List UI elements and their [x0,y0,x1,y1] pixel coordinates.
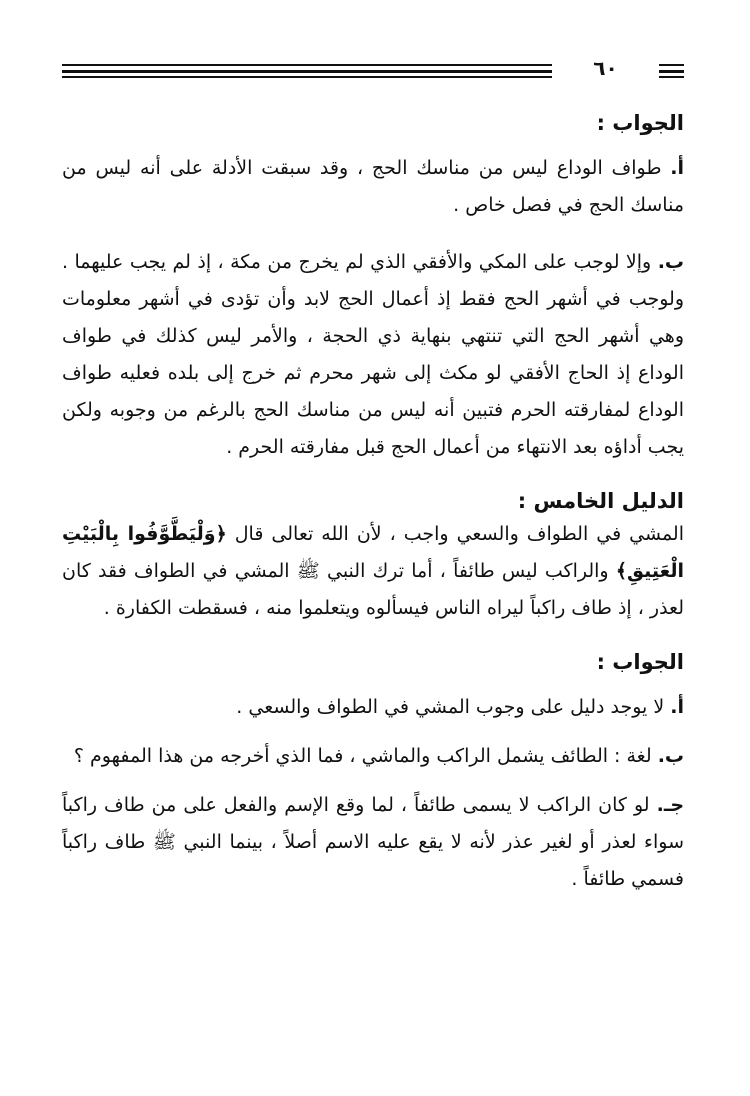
quran-verse: ﴿وَلْيَطَّوَّفُوا بِالْبَيْتِ الْعَتِيقِ﴾ [62,523,684,582]
point-text: طواف الوداع ليس من مناسك الحج ، وقد سبقت الأدلة على أنه ليس من مناسك الحج في فصل خاص . [62,157,684,216]
answer-point-b [62,738,684,775]
point-text: لا يوجد دليل على وجوب المشي في الطواف والسعي . [236,696,665,718]
answer-heading: الجواب : [596,650,684,674]
answer-point-a [62,150,684,224]
header-rule [62,70,552,73]
answer-point-c [62,787,684,898]
header-rule [659,70,684,73]
point-text: وإلا لوجب على المكي والأفقي الذي لم يخرج من مكة ، إذ لم يجب عليهما . ولوجب في أشهر الحج فقط إذ أعمال الحج لابد وأن تؤدى في أشهر معلومات وهي أشهر الحج التي تنتهي بنهاية ذي الحجة ، والأمر ليس كذلك في طواف الوداع إذ الحاج الأفقي لو مكث إلى شهر محرم ثم خرج إلى بلده فعليه طواف الوداع لمفارقته الحرم فتبين أنه ليس من مناسك الحج بالرغم من وجوبه ولكن يجب أداؤه بعد الانتهاء من أعمال الحج قبل مفارقته الحرم . [62,251,684,458]
evidence-paragraph [62,516,684,627]
answer-point-b [62,244,684,466]
point-label: أ. [670,157,684,179]
evidence-text: المشي في الطواف والسعي واجب ، لأن الله تعالى قال [234,523,684,545]
point-label: ب. [657,745,684,767]
header-rule [62,64,552,66]
evidence-text: والراكب ليس طائفاً ، أما ترك النبي ﷺ المشي في الطواف فقد كان لعذر ، إذ طاف راكباً ليراه الناس فيسألوه ويتعلموا منه ، فسقطت الكفارة . [62,560,684,619]
header-rule [659,64,684,66]
header-rule [62,76,552,78]
point-text: لو كان الراكب لا يسمى طائفاً ، لما وقع الإسم والفعل على من طاف راكباً سواء لعذر أو لغير عذر لأنه لا يقع عليه الاسم أصلاً ، بينما النبي ﷺ طاف راكباً فسمي طائفاً . [62,794,684,890]
header-rule [659,76,684,78]
answer-point-a [62,689,684,726]
point-label: ب. [657,251,684,273]
evidence-heading: الدليل الخامس : [517,489,684,513]
answer-heading: الجواب : [596,111,684,135]
page-number: ٦٠ [593,56,618,80]
point-label: جـ. [656,794,685,816]
point-label: أ. [670,696,684,718]
page-header [62,58,684,82]
point-text: لغة : الطائف يشمل الراكب والماشي ، فما الذي أخرجه من هذا المفهوم ؟ [73,745,652,767]
page-body [62,108,684,898]
